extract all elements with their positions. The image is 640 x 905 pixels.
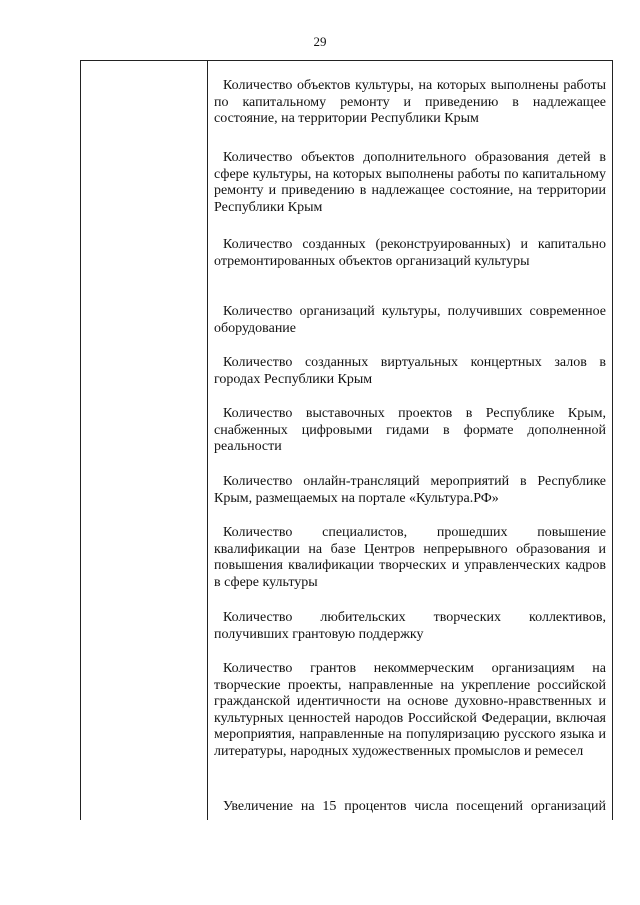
indicator-text-2: Количество объектов дополнительного образования детей в сфере культуры, на которых выполнены работы по капитальному ремонту и приведению в надлежащее состояние, на территории Республики Крым [214, 150, 606, 215]
page-number: 29 [313, 34, 327, 49]
column-divider [207, 61, 208, 820]
indicator-text-11: Увеличение на 15 процентов числа посещений организаций [223, 799, 606, 814]
indicator-text-7: Количество онлайн-трансляций мероприятий в Республике Крым, размещаемых на портале «Культура.РФ» [214, 474, 606, 506]
indicator-text-3: Количество созданных (реконструированных) и капитально отремонтированных объектов организаций культуры [214, 237, 606, 269]
indicator-text-10: Количество грантов некоммерческим организациям на творческие проекты, направленные на укрепление российской гражданской идентичности на основе духовно-нравственных и культурных ценностей народов Российской Федерации, включая мероприятия, направленные на популяризацию русского языка и литературы, народных художественных промыслов и ремесел [214, 661, 606, 759]
indicator-text-9: Количество любительских творческих коллективов, получивших грантовую поддержку [214, 610, 606, 642]
indicator-text-8: Количество специалистов, прошедших повышение квалификации на базе Центров непрерывного образования и повышения квалификации творческих и управленческих кадров в сфере культуры [214, 525, 606, 590]
indicator-text-6: Количество выставочных проектов в Республике Крым, снабженных цифровыми гидами в формате дополненной реальности [214, 406, 606, 454]
indicator-text-1: Количество объектов культуры, на которых выполнены работы по капитальному ремонту и приведению в надлежащее состояние, на территории Республики Крым [214, 78, 606, 126]
indicator-text-4: Количество организаций культуры, получивших современное оборудование [214, 304, 606, 336]
indicator-text-5: Количество созданных виртуальных концертных залов в городах Республики Крым [214, 355, 606, 387]
indicators-table [80, 60, 613, 820]
